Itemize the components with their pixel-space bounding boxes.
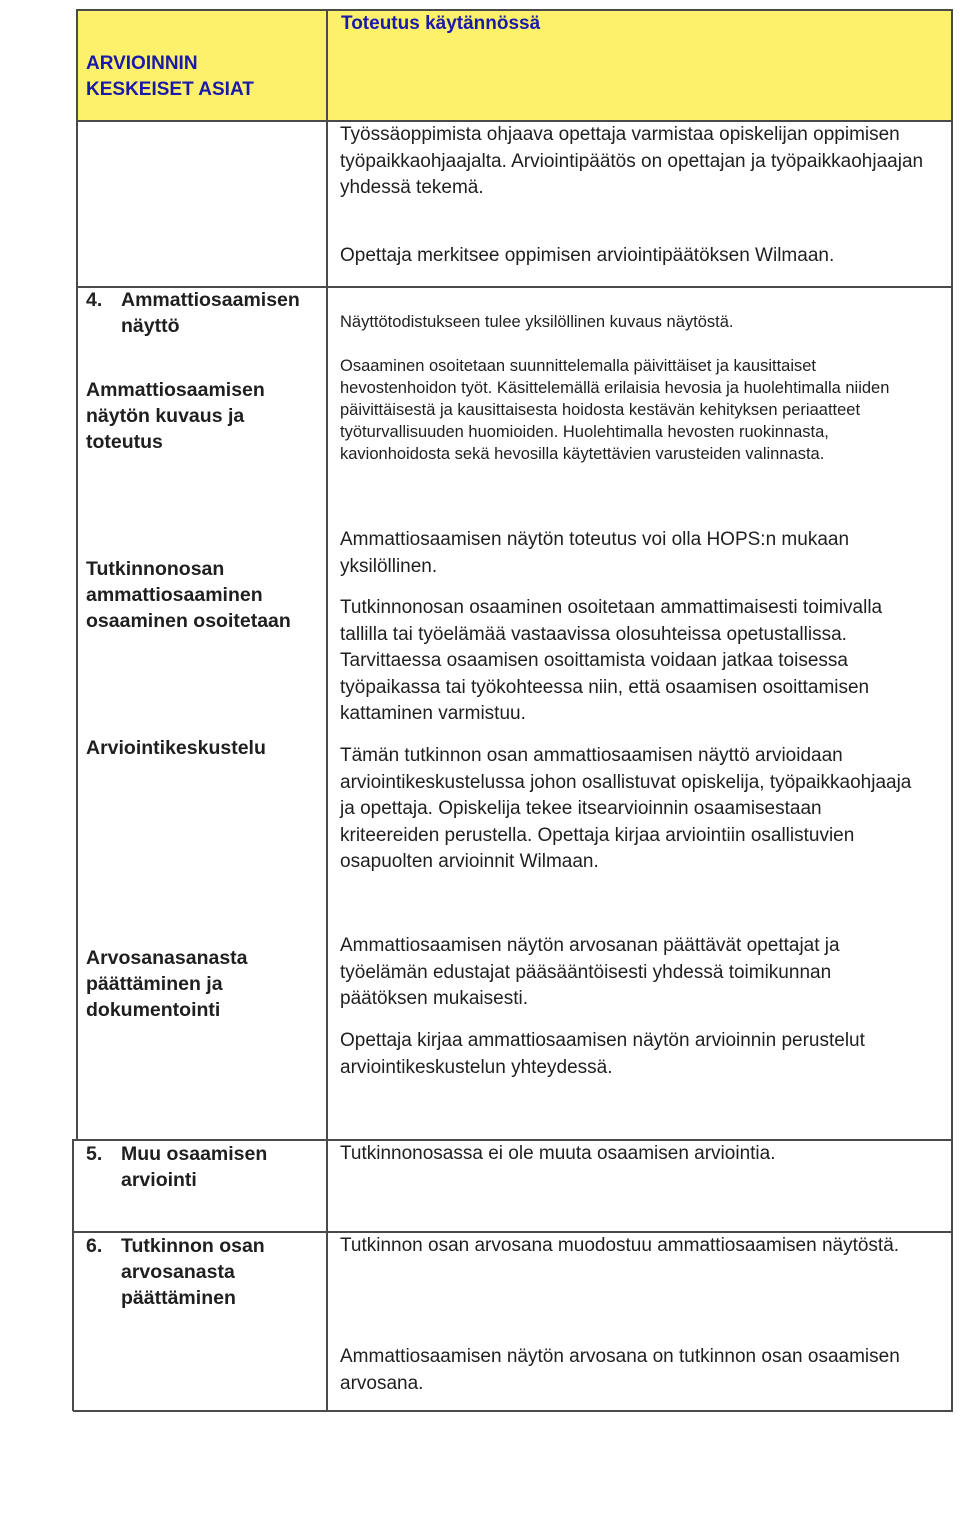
- intro-paragraph-1: Työssäoppimista ohjaava opettaja varmistaa opiskelijan oppimisen työpaikkaohjaajalta. Arviointipäätös on opettajan ja työpaikkaohjaajan yhdessä tekemä.: [340, 124, 924, 198]
- section4-number: 4.: [86, 289, 103, 311]
- section6-paragraph-1: Tutkinnon osan arvosana muodostuu ammattiosaamisen näytöstä.: [340, 1235, 900, 1256]
- border-middle: [326, 9, 328, 1411]
- header-left-line1: ARVIOINNIN: [86, 53, 198, 74]
- grading-paragraph-1: Ammattiosaamisen näytön arvosanan päättävät opettajat ja työelämän edustajat pääsääntöisesti yhdessä toimikunnan päätöksen mukaisesti.: [340, 935, 840, 1009]
- section4-paragraph-2: Osaaminen osoitetaan suunnittelemalla päivittäiset ja kausittaiset hevostenhoidon työt. Käsittelemällä erilaisia hevosia ja huolehtimalla niiden päivittäisestä ja kausittaisesta hoidosta kestävän kehityksen periaatteet työturvallisuuden huomioiden. Huolehtimalla hevosten ruokinnasta, kavionhoidosta sekä hevosilla käytettävien varusteiden valinnasta.: [340, 357, 890, 463]
- section4-sub-label: Ammattiosaamisen näytön kuvaus ja toteutus: [86, 379, 265, 453]
- section4-paragraph-1: Näyttötodistukseen tulee yksilöllinen kuvaus näytöstä.: [340, 313, 734, 331]
- border-bottom: [73, 1410, 953, 1412]
- header-right-title: Toteutus käytännössä: [341, 13, 541, 34]
- discussion-paragraph-1: Tämän tutkinnon osan ammattiosaamisen näyttö arvioidaan arviointikeskustelussa johon osallistuvat opiskelija, työpaikkaohjaaja ja opettaja. Opiskelija tekee itsearvioinnin osaamisestaan kriteereiden perustella. Opettaja kirjaa arviointiin osallistuvien osapuolten arvioinnit Wilmaan.: [340, 745, 912, 872]
- border-right: [951, 9, 953, 1411]
- section4-title: Ammattiosaamisen näyttö: [121, 289, 300, 337]
- section6-paragraph-2: Ammattiosaamisen näytön arvosana on tutkinnon osan osaamisen arvosana.: [340, 1346, 900, 1394]
- demonstration-paragraph-2: Tutkinnonosan osaaminen osoitetaan ammattimaisesti toimivalla tallilla tai työelämää vastaavissa olosuhteissa opetustallissa. Tarvittaessa osaamisen osoittamista voidaan jatkaa toisessa työpaikassa tai työkohteessa niin, että osaamisen osoittamisen kattaminen varmistuu.: [340, 597, 883, 724]
- section5-paragraph-1: Tutkinnonosassa ei ole muuta osaamisen arviointia.: [340, 1143, 776, 1164]
- discussion-label: Arviointikeskustelu: [86, 737, 266, 759]
- section6-title: Tutkinnon osan arvosanasta päättäminen: [121, 1235, 265, 1309]
- grading-label: Arvosanasanasta päättäminen ja dokumentointi: [86, 947, 248, 1021]
- header-left-line2: KESKEISET ASIAT: [86, 79, 254, 100]
- intro-paragraph-2: Opettaja merkitsee oppimisen arviointipäätöksen Wilmaan.: [340, 245, 835, 266]
- border-left-lower: [72, 1139, 74, 1411]
- demonstration-label: Tutkinnonosan ammattiosaaminen osaaminen osoitetaan: [86, 558, 291, 632]
- grading-paragraph-2: Opettaja kirjaa ammattiosaamisen näytön arvioinnin perustelut arviointikeskustelun yhteydessä.: [340, 1030, 865, 1078]
- section6-number: 6.: [86, 1235, 103, 1257]
- section5-title: Muu osaamisen arviointi: [121, 1143, 268, 1191]
- border-left-upper: [76, 9, 78, 1140]
- demonstration-paragraph-1: Ammattiosaamisen näytön toteutus voi olla HOPS:n mukaan yksilöllinen.: [340, 529, 850, 577]
- section5-number: 5.: [86, 1143, 103, 1165]
- header-left-cell: [86, 51, 254, 103]
